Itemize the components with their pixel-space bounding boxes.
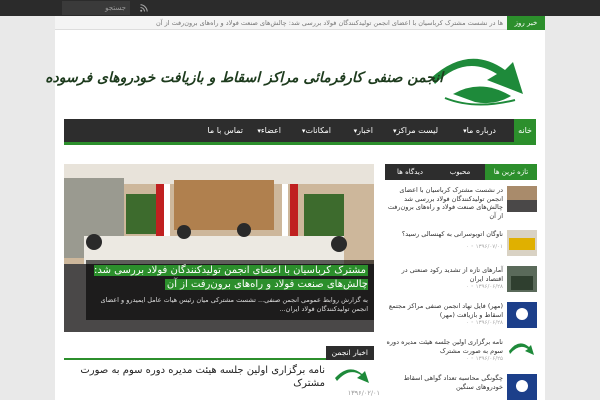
- sidebar-item-title: چگونگی محاسبه تعداد گواهی اسقاط خودروهای سنگین: [403, 374, 503, 391]
- association-news-date: ۱۳۹۶/۰۲/۰۱: [347, 389, 380, 397]
- chevron-down-icon: ▾: [257, 127, 261, 135]
- sidebar-item-title: (مهر) فایل نهاد انجمن صنفی مراکز مجتمع اسقاط و بازیافت (مهر): [388, 302, 503, 319]
- slider-caption: [86, 260, 374, 320]
- ticker-headline[interactable]: ها در نشست مشترک کرباسیان با اعضای انجمن تولیدکنندگان فولاد بررسی شد: چالش‌های صنعت فولاد و راه‌های برون‌رفت از آن: [155, 19, 503, 27]
- site-logo[interactable]: [45, 44, 535, 116]
- nav-label-features: امکانات: [305, 126, 331, 135]
- sidebar-item[interactable]: [385, 184, 537, 218]
- tab-popular[interactable]: محبوب: [449, 168, 471, 176]
- tab-latest[interactable]: تازه ترین ها: [485, 164, 537, 180]
- rss-icon[interactable]: [140, 4, 148, 12]
- ticker-label: خبر روز: [507, 16, 545, 30]
- nav-item-contact[interactable]: تماس با ما: [207, 126, 243, 135]
- sidebar-item-date: ۱۳۹۶/۰۶/۲۵ ◦ ۰: [465, 356, 503, 362]
- featured-slider[interactable]: [64, 164, 374, 332]
- nav-item-home[interactable]: خانه: [514, 119, 536, 142]
- chevron-down-icon: ▾: [301, 127, 306, 135]
- nav-item-members[interactable]: [255, 119, 281, 142]
- association-news-title[interactable]: نامه برگزاری اولین جلسه هیئت مدیره دوره سوم به صورت مشترک: [80, 365, 325, 389]
- search-input[interactable]: جستجو: [62, 1, 130, 15]
- sidebar-thumbnail: [507, 302, 537, 328]
- chevron-down-icon: ▾: [463, 127, 467, 135]
- sidebar-item-date: ۱۳۹۶/۰۶/۲۸ ◦ ۰: [465, 284, 503, 290]
- logo-title: انجمن صنفی کارفرمائی مراکز اسقاط و بازیافت خودروهای فرسوده: [45, 70, 443, 86]
- sidebar-item-date: ۱۳۹۶/۰۷/۰۱ ◦ ۰: [465, 244, 503, 250]
- main-nav: [64, 119, 536, 145]
- sidebar-item-title: آمارهای تازه از تشدید رکود صنعتی در اقتصاد ایران: [401, 266, 503, 283]
- association-news-label: اخبار انجمن: [326, 346, 374, 360]
- sidebar-item[interactable]: [385, 300, 537, 334]
- sidebar-item-title: ناوگان اتوبوسرانی به کهنسالی رسید؟: [401, 230, 503, 238]
- nav-item-centers[interactable]: [391, 119, 438, 142]
- sidebar-thumbnail: [507, 230, 537, 256]
- news-thumbnail[interactable]: [333, 363, 373, 391]
- chevron-down-icon: ▾: [392, 127, 397, 135]
- nav-item-features[interactable]: [300, 119, 331, 142]
- nav-item-news[interactable]: [352, 119, 373, 142]
- sidebar-item[interactable]: [385, 228, 537, 262]
- sidebar-thumbnail: [507, 374, 537, 400]
- nav-label-news: اخبار: [357, 126, 373, 135]
- sidebar-item-title: نامه برگزاری اولین جلسه هیئت مدیره دوره سوم به صورت مشترک: [386, 338, 503, 355]
- news-ticker: [55, 16, 545, 30]
- nav-label-members: اعضاء: [260, 126, 281, 135]
- page-container: [45, 16, 545, 400]
- association-news-header: [64, 346, 374, 360]
- tab-comments[interactable]: دیدگاه ها: [397, 168, 423, 176]
- sidebar-item[interactable]: [385, 264, 537, 298]
- nav-label-about: درباره ما: [466, 126, 496, 135]
- sidebar-item-title: در نشست مشترک کرباسیان با اعضای انجمن تولیدکنندگان فولاد بررسی شد چالش‌های صنعت فولاد و راه‌های برون‌رفت از آن: [387, 186, 503, 220]
- chevron-down-icon: ▾: [353, 127, 358, 135]
- sidebar-item[interactable]: [385, 336, 537, 370]
- sidebar-item[interactable]: [385, 372, 537, 400]
- slider-title-text: مشترک کرباسیان با اعضای انجمن تولیدکنندگان فولاد بررسی شد: چالش‌های صنعت فولاد و راه‌های برون‌رفت از آن: [93, 265, 368, 290]
- sidebar-thumbnail: [507, 266, 537, 292]
- sidebar-item-date: ۱۳۹۶/۰۶/۲۸ ◦ ۰: [465, 320, 503, 326]
- sidebar-tabs: [385, 164, 537, 180]
- slider-excerpt: به گزارش روابط عمومی انجمن صنفی... تشست مشترکی میان رئیس هیات عامل ایمیدرو و اعضای انجمن تولیدکنندگان فولاد ایران...: [100, 296, 368, 313]
- sidebar-thumbnail: [507, 186, 537, 212]
- sidebar-thumbnail: [507, 338, 537, 364]
- top-bar: [0, 0, 600, 16]
- slider-title[interactable]: [88, 264, 368, 292]
- nav-label-centers: لیست مراکز: [396, 126, 438, 135]
- nav-item-about[interactable]: [461, 119, 496, 142]
